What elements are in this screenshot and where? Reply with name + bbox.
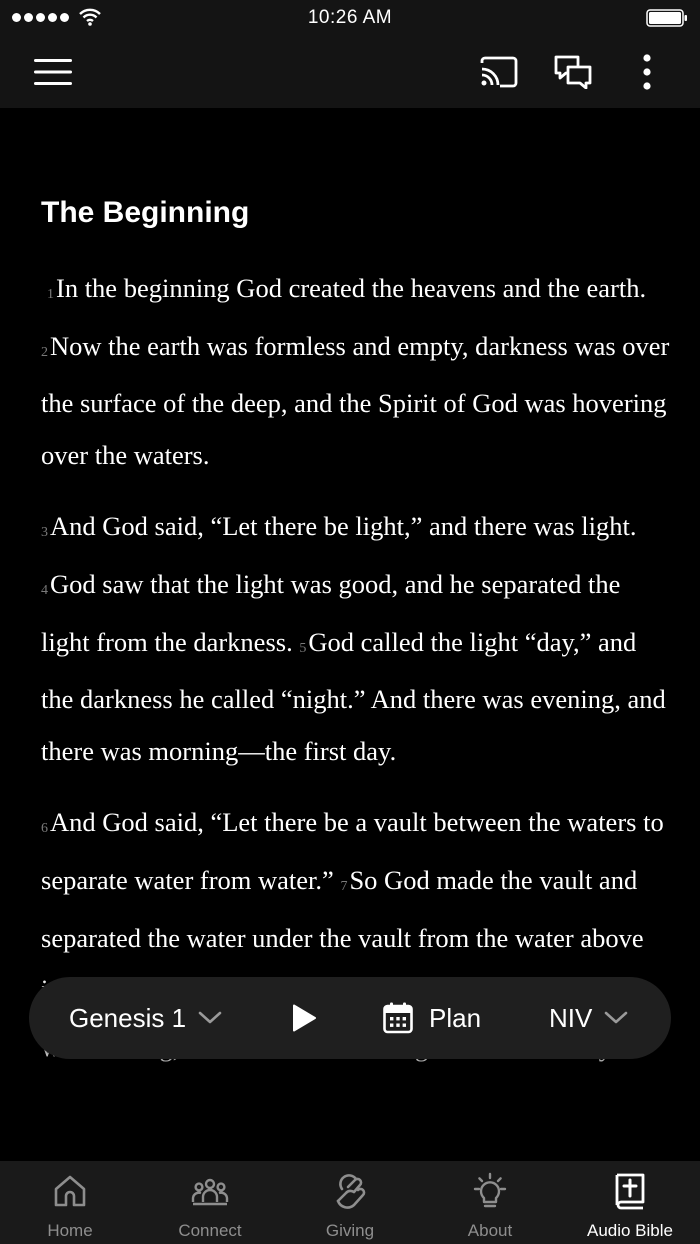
tab-label: Giving	[325, 1221, 375, 1240]
verse-text[interactable]: So God made the vault and separated the water under the vault from the water above	[41, 864, 644, 953]
menu-button[interactable]	[28, 36, 78, 108]
bible-version-selector[interactable]	[549, 977, 628, 1059]
plan-label: Plan	[429, 1002, 482, 1033]
verse-number: 4	[41, 582, 48, 598]
verse-number: 6	[41, 821, 48, 837]
paragraph	[41, 501, 671, 777]
verse-number: 5	[299, 640, 307, 656]
verse-number: 7	[340, 878, 348, 894]
more-options-button[interactable]	[630, 36, 664, 108]
tab-connect[interactable]	[140, 1161, 280, 1244]
verse-text[interactable]: And God said, “Let there be a vault between the waters to separate water from water.”	[41, 807, 664, 895]
discussion-button[interactable]	[549, 36, 597, 108]
passage-text	[41, 263, 671, 1093]
status-time: 10:26 AM	[307, 7, 393, 28]
audio-player-bar	[29, 977, 671, 1059]
tab-giving[interactable]	[280, 1161, 420, 1244]
cast-icon	[478, 56, 518, 88]
tab-audio-bible[interactable]	[560, 1161, 700, 1244]
tab-label: About	[467, 1221, 513, 1240]
verse-text[interactable]: Now the earth was formless and empty, darkness was over the surface of the deep, and the Spirit of God was hovering over the waters.	[41, 330, 670, 470]
verse-text[interactable]: God saw that the light was good, and he separated the light from the darkness.	[41, 568, 621, 657]
bottom-tab-bar	[0, 1161, 700, 1244]
chapter-selector[interactable]	[69, 977, 222, 1059]
hamburger-menu-icon	[34, 59, 72, 85]
cast-button[interactable]	[474, 36, 522, 108]
top-navigation-bar	[0, 36, 700, 108]
bible-icon	[610, 1171, 650, 1211]
tab-about[interactable]	[420, 1161, 560, 1244]
tab-label: Audio Bible	[586, 1221, 673, 1240]
verse-number: 3	[41, 525, 48, 541]
people-icon	[190, 1171, 230, 1211]
battery-icon	[646, 8, 688, 28]
verse-text[interactable]: In the beginning God created the heavens and the earth.	[56, 273, 647, 303]
verse-number: 1	[47, 287, 54, 302]
verse-number: 2	[41, 344, 48, 360]
play-icon	[291, 1004, 317, 1032]
more-vertical-icon	[642, 54, 652, 90]
status-bar	[0, 0, 700, 36]
calendar-icon	[383, 1002, 413, 1034]
tab-label: Connect	[178, 1221, 242, 1240]
tab-home[interactable]	[0, 1161, 140, 1244]
section-heading: The Beginning	[41, 196, 250, 229]
reading-plan-button[interactable]	[383, 977, 481, 1059]
verse-text[interactable]: God called the light “day,” and the darkness he called “night.” And there was evening, and there was morning—the first day.	[41, 626, 666, 766]
verse-text[interactable]: And God said, “Let there be light,” and there was light.	[50, 511, 637, 542]
lightbulb-icon	[470, 1171, 510, 1211]
chat-bubbles-icon	[554, 55, 592, 89]
chevron-down-icon	[604, 1011, 628, 1025]
tab-label: Home	[47, 1221, 93, 1240]
giving-icon	[330, 1171, 370, 1211]
chevron-down-icon	[198, 1011, 222, 1025]
play-button[interactable]	[291, 977, 317, 1059]
paragraph	[41, 263, 671, 481]
home-icon	[50, 1171, 90, 1211]
version-label: NIV	[549, 1002, 593, 1033]
chapter-label: Genesis 1	[69, 1002, 187, 1033]
